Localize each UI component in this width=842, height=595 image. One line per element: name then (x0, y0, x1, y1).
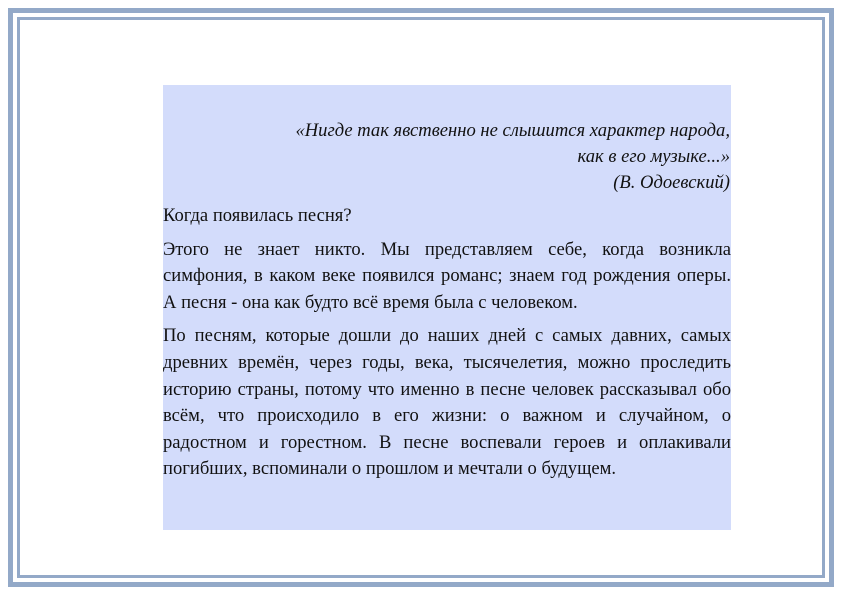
epigraph-line-2: как в его музыке...» (577, 146, 730, 167)
paragraph-1: Этого не знает никто. Мы представляем себе, когда возникла симфония, в каком веке появился романс; знаем год рождения оперы. А песня - она как будто всё время была с человеком. (163, 238, 731, 313)
epigraph (163, 118, 730, 196)
question-text: Когда появилась песня? (163, 205, 352, 226)
text-box (163, 85, 731, 530)
paragraph-2: По песням, которые дошли до наших дней с самых давних, самых древних времён, через годы, века, тысячелетия, можно проследить историю страны, потому что именно в песне человек рассказывал обо всём, что происходило в его жизни: о важном и случайном, о радостном и горестном. В песне воспевали героев и оплакивали погибших, вспоминали о прошлом и мечтали о будущем. (163, 325, 731, 480)
epigraph-author: (В. Одоевский) (613, 172, 730, 193)
epigraph-line-1: «Нигде так явственно не слышится характер народа, (295, 120, 730, 141)
